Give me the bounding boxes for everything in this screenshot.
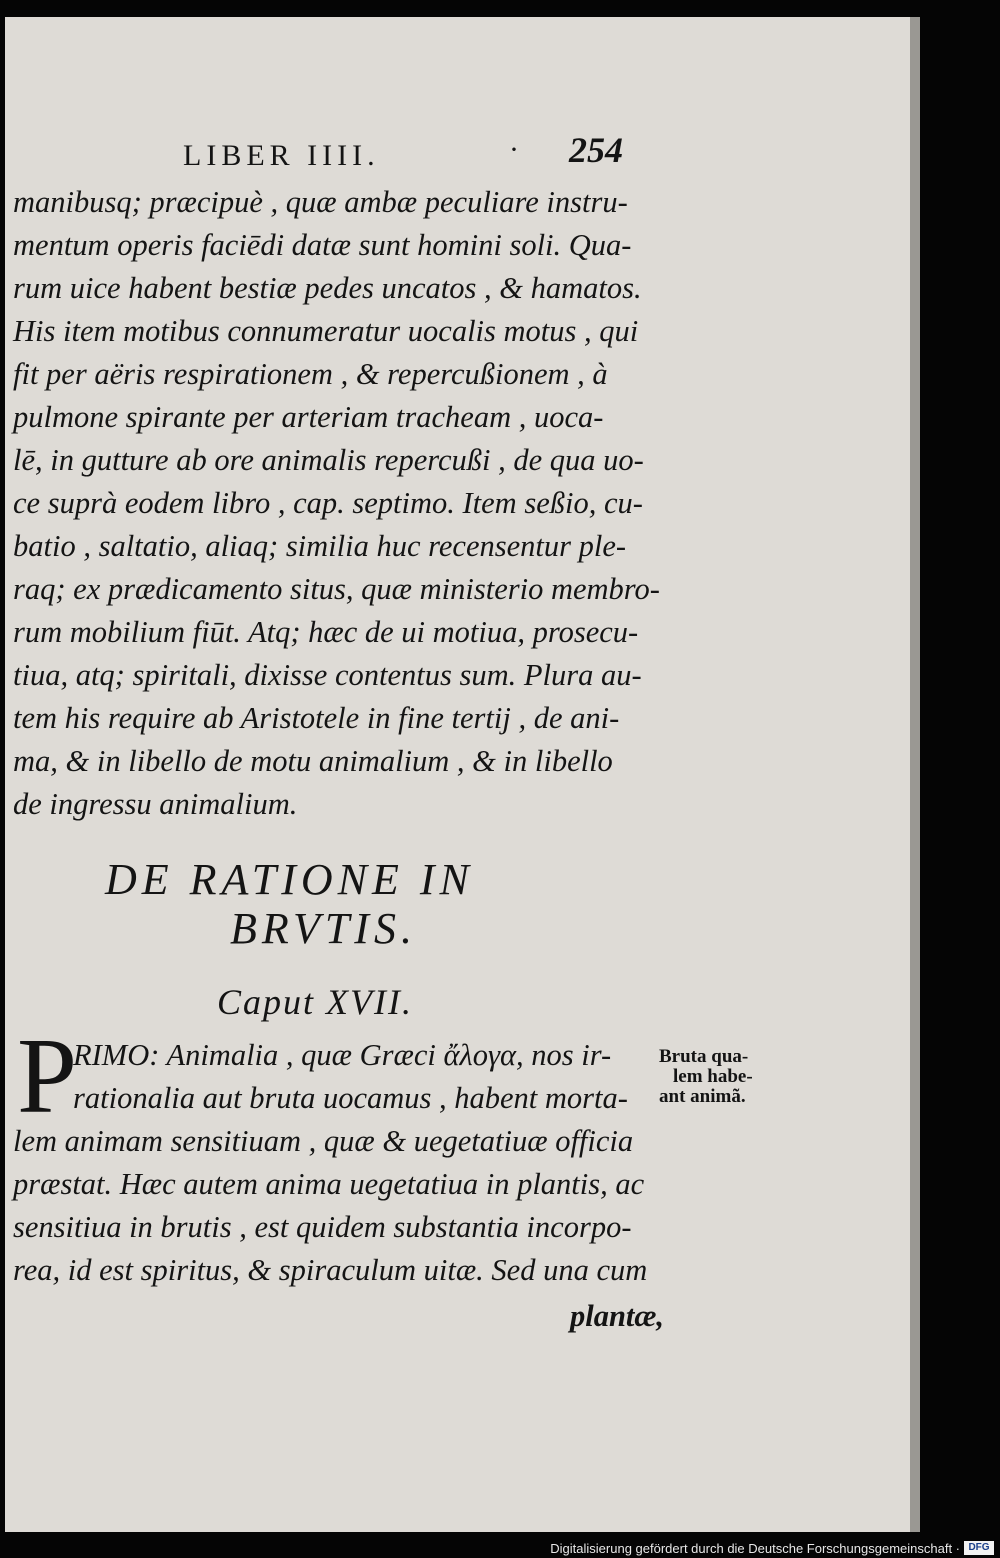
body-line: manibusq; præcipuè , quæ ambæ peculiare instru- bbox=[13, 185, 628, 219]
side-note-line: ant animã. bbox=[659, 1086, 746, 1107]
body-line: tiua, atq; spiritali, dixisse contentus sum. Plura au- bbox=[13, 658, 642, 692]
running-head-title: LIBER IIII. bbox=[183, 139, 380, 172]
body-line: mentum operis faciēdi datæ sunt homini soli. Qua- bbox=[13, 228, 632, 262]
chapter-line: RIMO: Animalia , quæ Græci ἄλογα, nos ir- bbox=[73, 1038, 612, 1072]
page-edge bbox=[910, 17, 920, 1532]
chapter-heading-line1: DE RATIONE IN bbox=[105, 855, 474, 904]
chapter-line: sensitiua in brutis , est quidem substantia incorpo- bbox=[13, 1210, 632, 1244]
body-line: de ingressu animalium. bbox=[13, 787, 298, 821]
chapter-line: rationalia aut bruta uocamus , habent morta- bbox=[73, 1081, 628, 1115]
body-line: rum mobilium fiūt. Atq; hæc de ui motiua, prosecu- bbox=[13, 615, 639, 649]
funding-notice: Digitalisierung gefördert durch die Deutsche Forschungsgemeinschaft · bbox=[550, 1541, 960, 1556]
side-note-line: lem habe- bbox=[673, 1066, 753, 1087]
drop-cap: P bbox=[17, 1017, 78, 1136]
side-note-line: Bruta qua- bbox=[659, 1046, 749, 1067]
book-page bbox=[5, 17, 910, 1532]
body-line: fit per aëris respirationem , & repercußionem , à bbox=[13, 357, 608, 391]
catchword: plantæ, bbox=[570, 1299, 665, 1333]
dfg-logo-icon: DFG bbox=[964, 1541, 994, 1555]
body-line: His item motibus connumeratur uocalis motus , qui bbox=[13, 314, 639, 348]
body-line: lē, in gutture ab ore animalis repercußi , de qua uo- bbox=[13, 443, 644, 477]
body-line: ma, & in libello de motu animalium , & in libello bbox=[13, 744, 613, 778]
body-line: rum uice habent bestiæ pedes uncatos , & hamatos. bbox=[13, 271, 642, 305]
chapter-line: rea, id est spiritus, & spiraculum uitæ. Sed una cum bbox=[13, 1253, 648, 1287]
chapter-line: præstat. Hæc autem anima uegetatiua in plantis, ac bbox=[13, 1167, 645, 1201]
body-line: pulmone spirante per arteriam tracheam , uoca- bbox=[13, 400, 604, 434]
running-head-dot: · bbox=[509, 133, 519, 166]
body-line: raq; ex prædicamento situs, quæ ministerio membro- bbox=[13, 572, 660, 606]
chapter-heading-line2: BRVTIS. bbox=[230, 904, 417, 953]
page-number: 254 bbox=[569, 130, 623, 170]
chapter-caput: Caput XVII. bbox=[217, 982, 413, 1022]
footer bbox=[0, 1538, 1000, 1558]
running-head bbox=[183, 130, 623, 179]
body-line: batio , saltatio, aliaq; similia huc recensentur ple- bbox=[13, 529, 627, 563]
side-note bbox=[659, 1047, 809, 1107]
body-line: ce suprà eodem libro , cap. septimo. Item seßio, cu- bbox=[13, 486, 643, 520]
body-line: tem his require ab Aristotele in fine tertij , de ani- bbox=[13, 701, 620, 735]
chapter-line: lem animam sensitiuam , quæ & uegetatiuæ officia bbox=[13, 1124, 634, 1158]
